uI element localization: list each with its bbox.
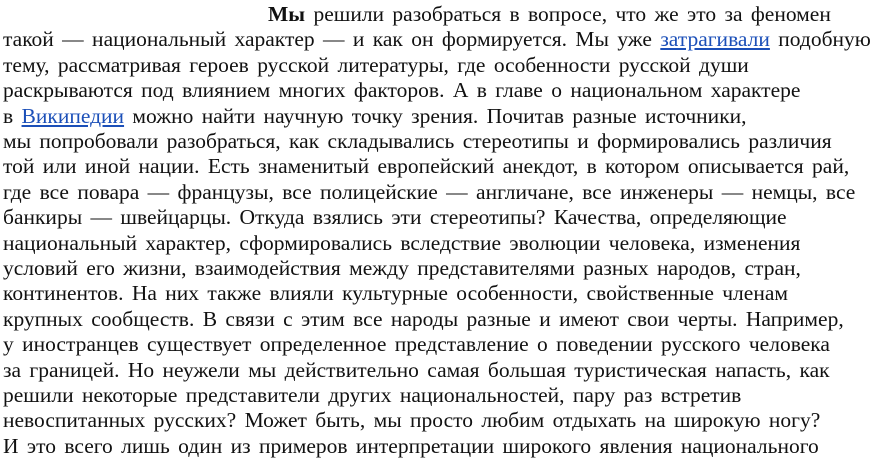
- text-line: [3, 180, 855, 204]
- text-line: [3, 383, 741, 407]
- text-line: [3, 53, 749, 77]
- text-segment: континентов. На них также влияли культурные особенности, свойственные членам: [3, 281, 788, 306]
- text-segment: за границей. Но неужели мы действительно самая большая туристическая напасть, как: [3, 357, 830, 382]
- text-segment: той или иной нации. Есть знаменитый европейский анекдот, в котором описывается рай,: [3, 154, 850, 179]
- text-segment: раскрываются под влиянием многих факторов. А в главе о национальном характере: [3, 78, 801, 103]
- text-line: [3, 104, 747, 128]
- text-segment: где все повара — французы, все полицейские — англичане, все инженеры — немцы, все: [3, 179, 856, 204]
- text-segment: в: [3, 103, 22, 128]
- text-line: [3, 434, 819, 458]
- text-segment: крупных сообществ. В связи с этим все народы разные и имеют свои черты. Например,: [3, 306, 844, 331]
- text-line: [3, 307, 844, 331]
- text-line: [3, 281, 788, 305]
- hyperlink[interactable]: Википедии: [21, 103, 125, 128]
- text-segment: подобную: [769, 27, 871, 52]
- text-segment: условий его жизни, взаимодействия между представителями разных народов, стран,: [3, 256, 801, 280]
- text-segment: банкиры — швейцарцы. Откуда взялись эти стереотипы? Качества, определяющие: [3, 205, 787, 230]
- text-line: [3, 27, 871, 51]
- text-line: [3, 408, 820, 432]
- text-segment: у иностранцев существует определенное представление о поведении русского человека: [3, 332, 830, 357]
- text-line: [3, 358, 830, 382]
- text-line: [3, 256, 801, 280]
- text-segment: можно найти научную точку зрения. Почитав разные источники,: [124, 103, 747, 128]
- text-line: [3, 78, 800, 102]
- text-line: [3, 129, 832, 153]
- text-line: [3, 231, 800, 255]
- text-segment: решили разобраться в вопросе, что же это за феномен: [305, 2, 831, 26]
- text-segment: невоспитанных русских? Может быть, мы просто любим отдыхать на широкую ногу?: [3, 408, 821, 433]
- hyperlink[interactable]: затрагивали: [660, 27, 770, 52]
- text-line: [268, 2, 831, 26]
- text-segment: И это всего лишь один из примеров интерпретации широкого явления национального: [3, 433, 819, 458]
- text-line: [3, 205, 787, 229]
- text-line: [3, 154, 849, 178]
- text-segment: мы попробовали разобраться, как складывались стереотипы и формировались различия: [3, 129, 832, 153]
- text-segment: тему, рассматривая героев русской литературы, где особенности русской души: [3, 52, 749, 77]
- text-segment: национальный характер, сформировались вследствие эволюции человека, изменения: [3, 230, 801, 255]
- bold-text: Мы: [268, 2, 306, 26]
- text-line: [3, 332, 830, 356]
- text-segment: решили некоторые представители других национальностей, пару раз встретив: [3, 383, 742, 407]
- text-segment: такой — национальный характер — и как он формируется. Мы уже: [3, 27, 661, 52]
